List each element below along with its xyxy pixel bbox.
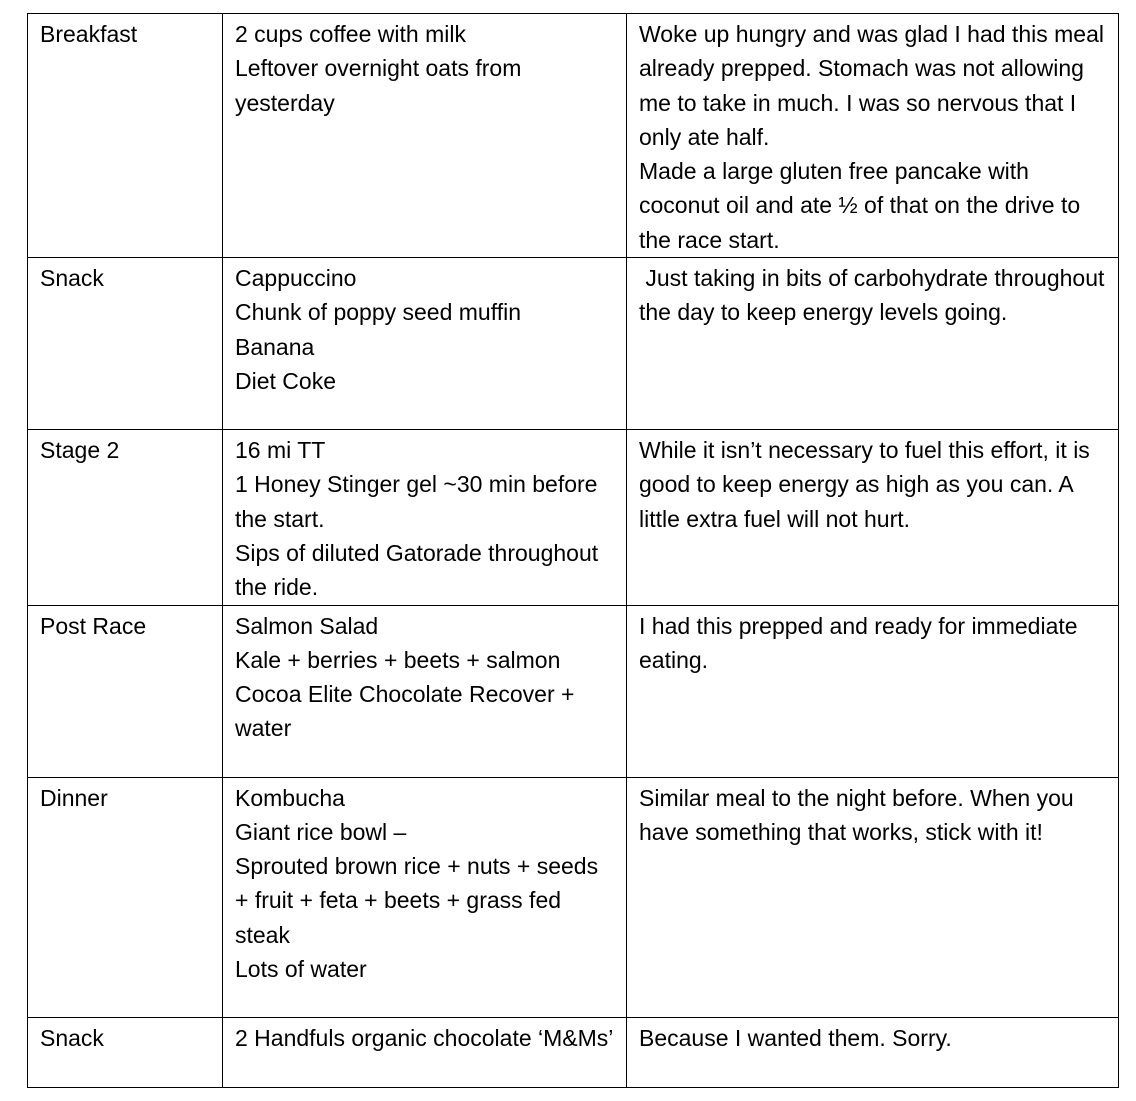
- food-line: Sprouted brown rice + nuts + seeds + fruit + feta + beets + grass fed steak: [235, 853, 605, 948]
- notes-cell: [627, 777, 1119, 1017]
- notes-cell: [627, 605, 1119, 777]
- food-line: Banana: [235, 333, 315, 360]
- food-line: Kale + berries + beets + salmon: [235, 646, 561, 673]
- food-line: 2 Handfuls organic chocolate ‘M&Ms’: [235, 1024, 614, 1051]
- table-row-post-race: [28, 605, 1119, 777]
- food-line: Sips of diluted Gatorade throughout the ride.: [235, 539, 605, 601]
- notes-line: Just taking in bits of carbohydrate throughout the day to keep energy levels going.: [639, 265, 1111, 326]
- food-line: 16 mi TT: [235, 437, 326, 464]
- meal-label: Snack: [40, 265, 104, 292]
- meal-log-table: [27, 13, 1119, 1088]
- food-line: Diet Coke: [235, 367, 336, 394]
- food-cell: [223, 777, 627, 1017]
- food-cell: [223, 1017, 627, 1087]
- food-line: Chunk of poppy seed muffin: [235, 299, 521, 326]
- table-row-dinner: [28, 777, 1119, 1017]
- meal-cell: [28, 777, 223, 1017]
- meal-label: Post Race: [40, 612, 147, 639]
- food-line: Salmon Salad: [235, 612, 379, 639]
- food-line: 2 cups coffee with milk: [235, 21, 466, 47]
- food-cell: [223, 258, 627, 430]
- food-line: Cocoa Elite Chocolate Recover + water: [235, 681, 581, 742]
- notes-line: Because I wanted them. Sorry.: [639, 1024, 952, 1051]
- food-line: Kombucha: [235, 784, 345, 811]
- meal-cell: [28, 1017, 223, 1087]
- notes-line: Woke up hungry and was glad I had this meal already prepped. Stomach was not allowing me to take in much. I was so nervous that I only ate half.: [639, 21, 1111, 150]
- table-row-snack: [28, 258, 1119, 430]
- food-line: Giant rice bowl –: [235, 818, 407, 845]
- food-cell: [223, 430, 627, 605]
- table-row-snack-2: [28, 1017, 1119, 1087]
- food-cell: [223, 605, 627, 777]
- notes-cell: [627, 430, 1119, 605]
- notes-cell: [627, 258, 1119, 430]
- food-line: Lots of water: [235, 956, 367, 983]
- meal-label: Stage 2: [40, 437, 120, 464]
- notes-cell: [627, 1017, 1119, 1087]
- notes-line: While it isn’t necessary to fuel this effort, it is good to keep energy as high as you can. A little extra fuel will not hurt.: [639, 437, 1097, 532]
- food-line: Cappuccino: [235, 265, 357, 292]
- notes-cell: [627, 14, 1119, 258]
- meal-label: Snack: [40, 1024, 104, 1051]
- table-row-stage-2: [28, 430, 1119, 605]
- meal-cell: [28, 430, 223, 605]
- notes-line: I had this prepped and ready for immediate eating.: [639, 612, 1084, 673]
- notes-line: Made a large gluten free pancake with coconut oil and ate ½ of that on the drive to the race start.: [639, 158, 1087, 253]
- food-line: 1 Honey Stinger gel ~30 min before the start.: [235, 471, 604, 532]
- meal-label: Dinner: [40, 784, 108, 811]
- meal-cell: [28, 605, 223, 777]
- food-line: Leftover overnight oats from yesterday: [235, 55, 528, 116]
- meal-label: Breakfast: [40, 21, 138, 47]
- food-cell: [223, 14, 627, 258]
- notes-line: Similar meal to the night before. When you have something that works, stick with it!: [639, 784, 1081, 845]
- table-row-breakfast: [28, 14, 1119, 258]
- meal-cell: [28, 258, 223, 430]
- meal-cell: [28, 14, 223, 258]
